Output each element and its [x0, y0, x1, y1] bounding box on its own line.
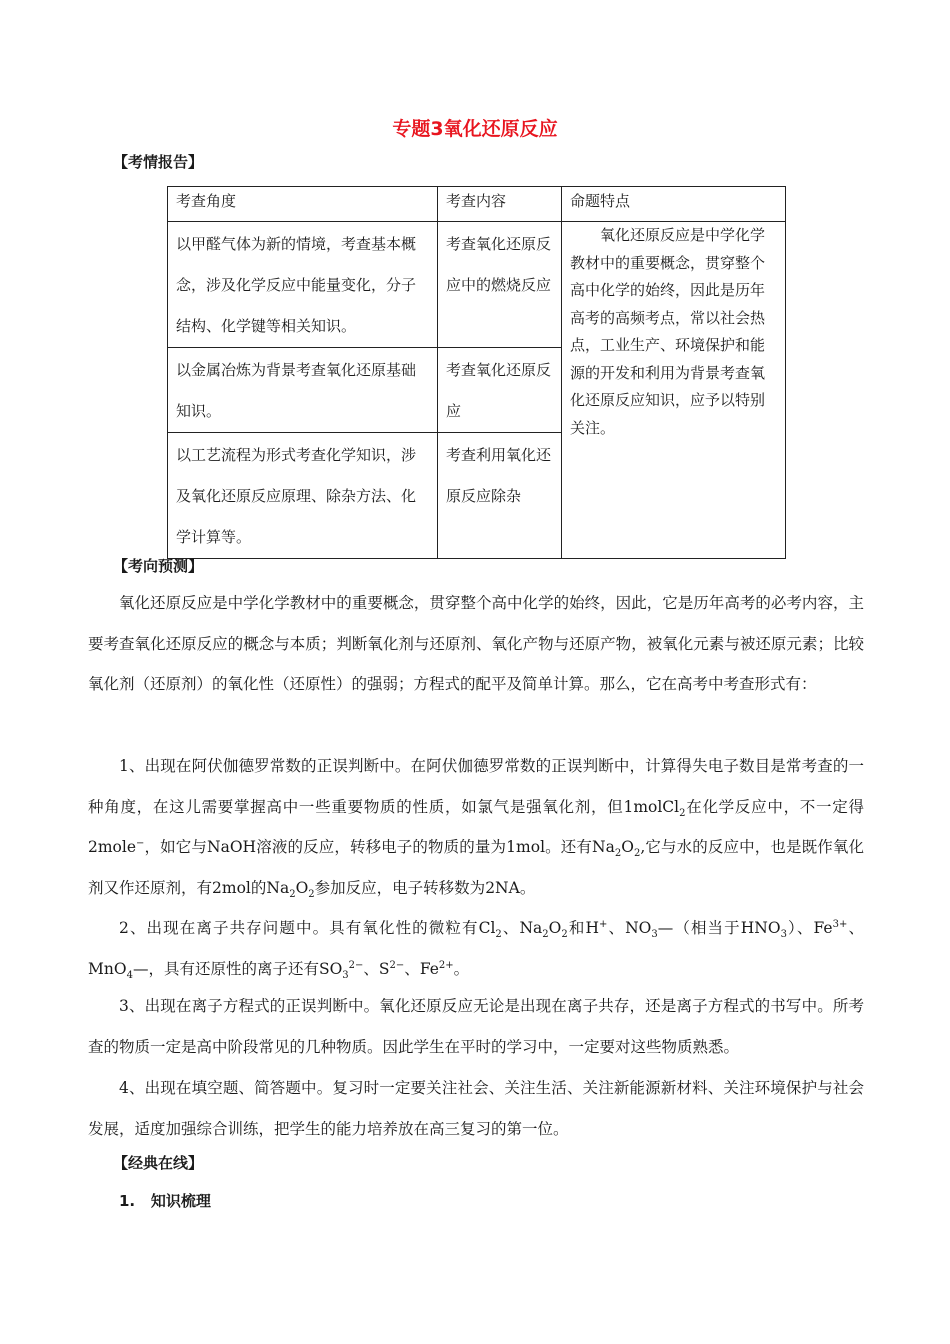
table-header-row — [168, 187, 786, 222]
forecast-point-3: 3、出现在离子方程式的正误判断中。氧化还原反应无论是出现在离子共存，还是离子方程式的书写中。所考查的物质一定是高中阶段常见的几种物质。因此学生在平时的学习中，一定要对这些物质熟悉。 — [88, 997, 864, 1056]
report-table — [167, 186, 786, 559]
row2-content: 考查氧化还原反应 — [438, 348, 562, 433]
knowledge-subheading: 1. 知识梳理 — [119, 1192, 211, 1210]
forecast-point-1: 1、出现在阿伏伽德罗常数的正误判断中。在阿伏伽德罗常数的正误判断中，计算得失电子数目是常考查的一种角度，在这儿需要掌握高中一些重要物质的性质，如氯气是强氧化剂，但1molCl$_2$在化学反应中，不一定得2mole−，如它与NaOH溶液的反应，转移电子的物质的量为1mol。还有$Na_2O_2$,它与水的反应中，也是既作氧化剂又作还原剂，有2mol的$Na_2O_2$参加反应，电子转移数为2NA。 — [88, 757, 864, 900]
header-angle: 考查角度 — [168, 187, 438, 222]
row2-angle: 以金属冶炼为背景考查氧化还原基础知识。 — [168, 348, 438, 433]
forecast-point-2: 2、出现在离子共存问题中。具有氧化性的微粒有$Cl_2$、$Na_2O_2$和H+、$NO_3—$（相当于$HNO_3$）、$Fe^{3+}$、MnO$_4$—，具有还原性的离子还有$SO_3^{2-}$、$S^{2-}$、$Fe^{2+}$。 — [88, 918, 864, 981]
row3-content: 考查利用氧化还原反应除杂 — [438, 433, 562, 559]
page-title: 专题3氧化还原反应 — [392, 118, 558, 140]
row3-angle: 以工艺流程为形式考查化学知识，涉及氧化还原反应原理、除杂方法、化学计算等。 — [168, 433, 438, 559]
forecast-heading: 【考向预测】 — [113, 557, 204, 575]
classic-heading: 【经典在线】 — [113, 1154, 204, 1172]
header-content: 考查内容 — [438, 187, 562, 222]
feature-text: 氧化还原反应是中学化学教材中的重要概念，贯穿整个高中化学的始终，因此是历年高考的高频考点，常以社会热点，工业生产、环境保护和能源的开发和利用为背景考查氧化还原反应知识，应予以特别关注。 — [570, 226, 766, 437]
report-heading: 【考情报告】 — [113, 153, 204, 171]
forecast-intro: 氧化还原反应是中学化学教材中的重要概念，贯穿整个高中化学的始终，因此，它是历年高考的必考内容，主要考查氧化还原反应的概念与本质；判断氧化剂与还原剂、氧化产物与还原产物，被氧化元素与被还原元素；比较氧化剂（还原剂）的氧化性（还原性）的强弱；方程式的配平及简单计算。那么，它在高考中考查形式有： — [88, 594, 864, 693]
feature-cell — [562, 222, 786, 559]
row1-angle: 以甲醛气体为新的情境，考查基本概念，涉及化学反应中能量变化，分子结构、化学键等相关知识。 — [168, 222, 438, 348]
forecast-point-4: 4、出现在填空题、简答题中。复习时一定要关注社会、关注生活、关注新能源新材料、关注环境保护与社会发展，适度加强综合训练，把学生的能力培养放在高三复习的第一位。 — [88, 1079, 864, 1138]
row1-content: 考查氧化还原反应中的燃烧反应 — [438, 222, 562, 348]
header-feature: 命题特点 — [562, 187, 786, 222]
table-row — [168, 222, 786, 348]
